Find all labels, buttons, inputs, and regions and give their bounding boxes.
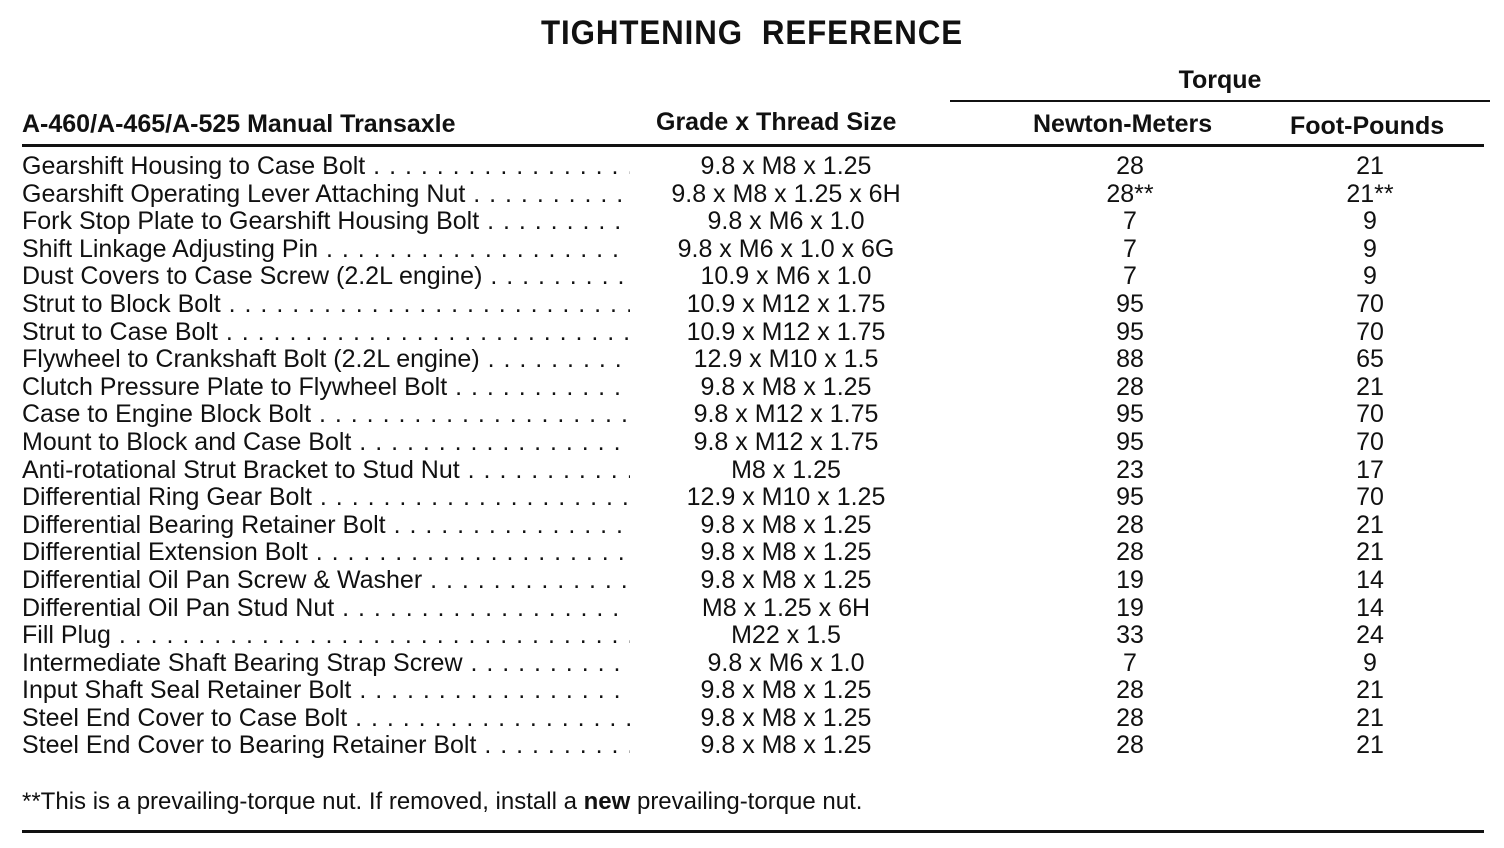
table-row — [0, 400, 1504, 428]
grade-cell: M22 x 1.5 — [731, 621, 841, 650]
newton-meters-cell: 7 — [1123, 234, 1137, 263]
newton-meters-cell: 33 — [1116, 621, 1144, 650]
newton-meters-cell: 28 — [1116, 538, 1144, 567]
table-row — [0, 345, 1504, 373]
newton-meters-column-header: Newton-Meters — [1033, 110, 1213, 138]
table-row — [0, 676, 1504, 704]
grade-cell: 9.8 x M8 x 1.25 — [700, 152, 872, 180]
newton-meters-cell: 28 — [1116, 703, 1144, 732]
table-row — [0, 566, 1504, 594]
newton-meters-cell: 28** — [1106, 179, 1154, 208]
newton-meters-cell: 7 — [1123, 207, 1137, 236]
component-cell: Anti-rotational Strut Bracket to Stud Nut . . . — [22, 456, 630, 484]
newton-meters-cell: 7 — [1123, 262, 1137, 291]
component-cell: Case to Engine Block Bolt . . . — [22, 400, 630, 428]
grade-cell: 9.8 x M8 x 1.25 — [700, 538, 872, 567]
grade-cell: 9.8 x M8 x 1.25 x 6H — [671, 179, 901, 208]
newton-meters-cell: 95 — [1116, 317, 1144, 346]
torque-table-body — [0, 152, 1504, 759]
newton-meters-cell: 28 — [1116, 372, 1144, 401]
newton-meters-cell: 7 — [1123, 648, 1137, 677]
component-column-header: A-460/A-465/A-525 Manual Transaxle — [22, 110, 456, 138]
table-row — [0, 594, 1504, 622]
component-cell: Shift Linkage Adjusting Pin . . . — [22, 235, 630, 263]
grade-cell: 9.8 x M12 x 1.75 — [693, 400, 879, 429]
foot-pounds-cell: 70 — [1356, 289, 1384, 318]
grade-cell: 9.8 x M8 x 1.25 — [700, 676, 872, 705]
newton-meters-cell: 95 — [1116, 427, 1144, 456]
newton-meters-cell: 28 — [1116, 731, 1144, 760]
grade-cell: 9.8 x M6 x 1.0 x 6G — [677, 234, 895, 263]
newton-meters-cell: 28 — [1116, 510, 1144, 539]
grade-cell: 12.9 x M10 x 1.25 — [686, 483, 886, 512]
newton-meters-cell: 23 — [1116, 455, 1144, 484]
table-row — [0, 318, 1504, 346]
table-row — [0, 704, 1504, 732]
grade-cell: 9.8 x M8 x 1.25 — [700, 510, 872, 539]
table-row — [0, 483, 1504, 511]
component-cell: Differential Oil Pan Stud Nut . . . — [22, 594, 630, 622]
table-row — [0, 731, 1504, 759]
page-title: TIGHTENING REFERENCE — [540, 14, 964, 52]
foot-pounds-cell: 21 — [1356, 372, 1384, 401]
grade-cell: 12.9 x M10 x 1.5 — [693, 345, 879, 374]
grade-cell: 9.8 x M12 x 1.75 — [693, 427, 879, 456]
grade-cell: M8 x 1.25 — [731, 455, 841, 484]
component-cell: Strut to Case Bolt . . . — [22, 318, 630, 346]
foot-pounds-cell: 9 — [1363, 262, 1377, 291]
foot-pounds-cell: 70 — [1356, 483, 1384, 512]
component-cell: Differential Oil Pan Screw & Washer . . . — [22, 566, 630, 594]
newton-meters-cell: 19 — [1116, 565, 1144, 594]
table-row — [0, 456, 1504, 484]
newton-meters-cell: 19 — [1116, 593, 1144, 622]
newton-meters-cell: 88 — [1116, 345, 1144, 374]
foot-pounds-cell: 17 — [1356, 455, 1384, 484]
component-cell: Gearshift Housing to Case Bolt . . . — [22, 152, 630, 180]
footnote-text-start: **This is a prevailing-torque nut. If removed, install a — [22, 788, 584, 815]
grade-cell: 10.9 x M12 x 1.75 — [686, 289, 886, 318]
grade-cell: 9.8 x M8 x 1.25 — [700, 372, 872, 401]
foot-pounds-cell: 21 — [1356, 538, 1384, 567]
torque-group-header — [950, 66, 1490, 102]
component-cell: Fork Stop Plate to Gearshift Housing Bolt . . . — [22, 207, 630, 235]
component-cell: Input Shaft Seal Retainer Bolt . . . — [22, 676, 630, 704]
grade-cell: 9.8 x M8 x 1.25 — [700, 731, 872, 760]
foot-pounds-column-header: Foot-Pounds — [1290, 112, 1445, 140]
component-cell: Steel End Cover to Bearing Retainer Bolt . . . — [22, 731, 630, 759]
foot-pounds-cell: 9 — [1363, 207, 1377, 236]
footnote-emphasis: new — [583, 788, 631, 815]
table-row — [0, 649, 1504, 677]
foot-pounds-cell: 21** — [1346, 179, 1394, 208]
foot-pounds-cell: 9 — [1363, 648, 1377, 677]
grade-column-header: Grade x Thread Size — [656, 108, 897, 136]
foot-pounds-cell: 70 — [1356, 400, 1384, 429]
component-cell: Differential Ring Gear Bolt . . . — [22, 483, 630, 511]
foot-pounds-cell: 70 — [1356, 427, 1384, 456]
grade-cell: 9.8 x M6 x 1.0 — [707, 648, 865, 677]
component-cell: Dust Covers to Case Screw (2.2L engine) . . . — [22, 262, 630, 290]
foot-pounds-cell: 65 — [1356, 345, 1384, 374]
component-cell: Gearshift Operating Lever Attaching Nut . . . — [22, 180, 630, 208]
newton-meters-cell: 95 — [1116, 483, 1144, 512]
torque-label: Torque — [1178, 66, 1262, 94]
table-row — [0, 262, 1504, 290]
table-row — [0, 290, 1504, 318]
newton-meters-cell: 95 — [1116, 289, 1144, 318]
grade-cell: 9.8 x M8 x 1.25 — [700, 565, 872, 594]
foot-pounds-cell: 9 — [1363, 234, 1377, 263]
table-row — [0, 207, 1504, 235]
newton-meters-cell: 28 — [1116, 152, 1144, 180]
component-cell: Flywheel to Crankshaft Bolt (2.2L engine) . . . — [22, 345, 630, 373]
bottom-divider — [22, 830, 1484, 833]
table-row — [0, 235, 1504, 263]
component-cell: Differential Bearing Retainer Bolt . . . — [22, 511, 630, 539]
foot-pounds-cell: 14 — [1356, 593, 1384, 622]
foot-pounds-cell: 70 — [1356, 317, 1384, 346]
foot-pounds-cell: 21 — [1356, 703, 1384, 732]
grade-cell: 10.9 x M12 x 1.75 — [686, 317, 886, 346]
component-cell: Steel End Cover to Case Bolt . . . — [22, 704, 630, 732]
grade-cell: 9.8 x M6 x 1.0 — [707, 207, 865, 236]
table-row — [0, 538, 1504, 566]
component-cell: Clutch Pressure Plate to Flywheel Bolt . . . — [22, 373, 630, 401]
grade-cell: 10.9 x M6 x 1.0 — [700, 262, 872, 291]
foot-pounds-cell: 14 — [1356, 565, 1384, 594]
table-row — [0, 511, 1504, 539]
grade-cell: 9.8 x M8 x 1.25 — [700, 703, 872, 732]
table-row — [0, 180, 1504, 208]
header-divider — [22, 144, 1484, 147]
component-cell: Fill Plug . . . — [22, 621, 630, 649]
component-cell: Mount to Block and Case Bolt . . . — [22, 428, 630, 456]
foot-pounds-cell: 24 — [1356, 621, 1384, 650]
footnote — [22, 788, 862, 816]
grade-cell: M8 x 1.25 x 6H — [701, 593, 871, 622]
table-row — [0, 428, 1504, 456]
table-row — [0, 152, 1504, 180]
newton-meters-cell: 95 — [1116, 400, 1144, 429]
foot-pounds-cell: 21 — [1356, 676, 1384, 705]
component-cell: Intermediate Shaft Bearing Strap Screw . . . — [22, 649, 630, 677]
foot-pounds-cell: 21 — [1356, 510, 1384, 539]
component-cell: Differential Extension Bolt . . . — [22, 538, 630, 566]
table-row — [0, 621, 1504, 649]
table-row — [0, 373, 1504, 401]
newton-meters-cell: 28 — [1116, 676, 1144, 705]
foot-pounds-cell: 21 — [1356, 731, 1384, 760]
foot-pounds-cell: 21 — [1356, 152, 1384, 180]
component-cell: Strut to Block Bolt . . . — [22, 290, 630, 318]
footnote-text-end: prevailing-torque nut. — [630, 788, 863, 815]
